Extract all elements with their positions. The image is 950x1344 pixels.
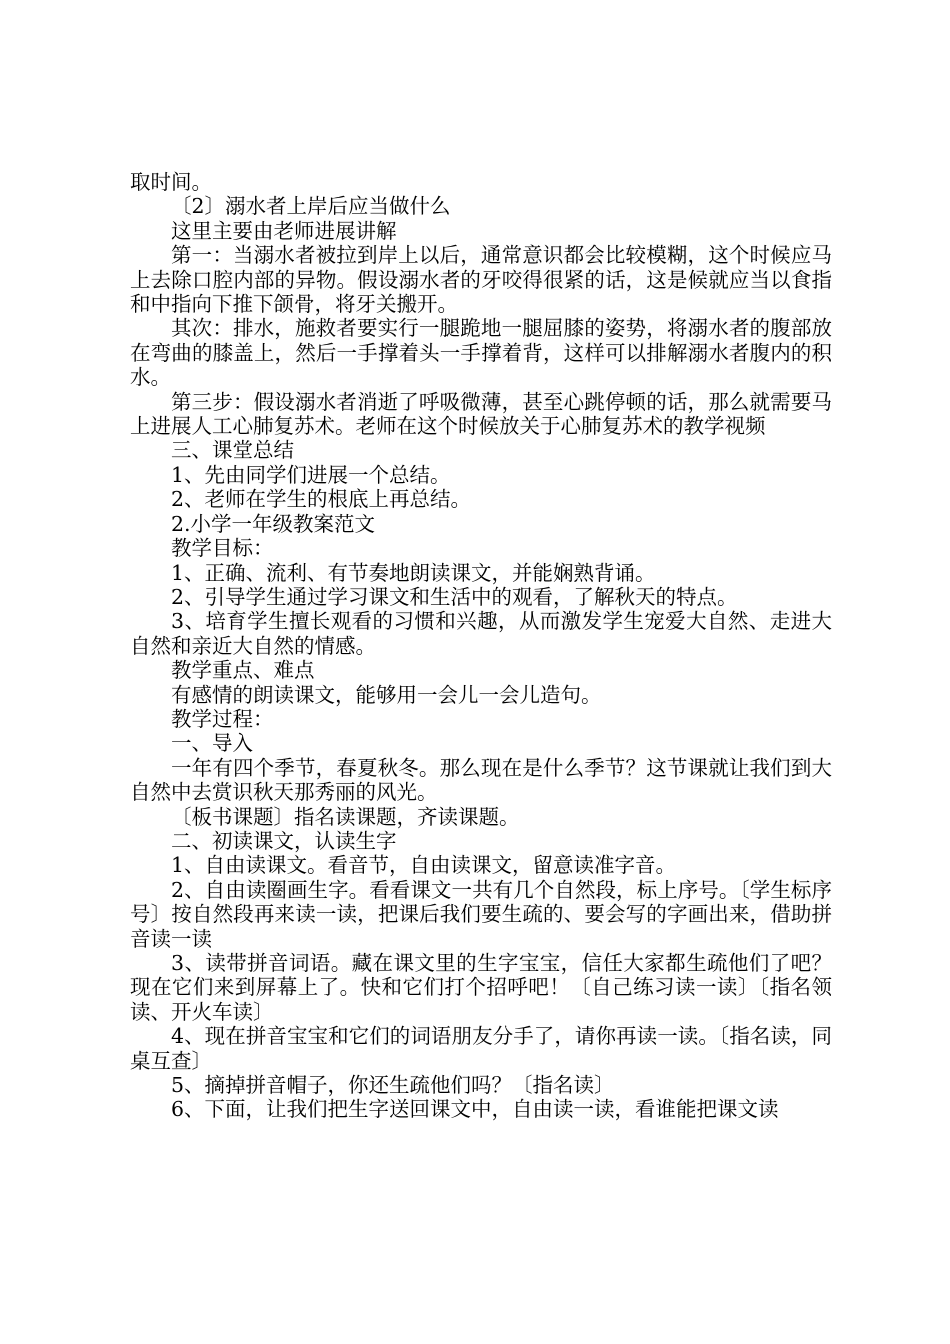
paragraph: 其次：排水，施救者要实行一腿跪地一腿屈膝的姿势，将溺水者的腹部放在弯曲的膝盖上，然后一手撑着头一手撑着背，这样可以排解溺水者腹内的积水。 (130, 316, 832, 390)
paragraph: 1、自由读课文。看音节，自由读课文，留意读准字音。 (171, 853, 677, 878)
section-heading: 教学重点、难点 (171, 658, 315, 683)
paragraph: 6、下面，让我们把生字送回课文中，自由读一读，看谁能把课文读 (171, 1097, 779, 1122)
section-heading: 教学过程： (171, 706, 274, 731)
paragraph: 一年有四个季节，春夏秋冬。那么现在是什么季节？这节课就让我们到大自然中去赏识秋天那秀丽的风光。 (130, 755, 832, 805)
section-heading: 教学目标： (171, 536, 274, 561)
paragraph: 有感情的朗读课文，能够用一会儿一会儿造句。 (171, 682, 602, 707)
paragraph: 取时间。 (130, 170, 212, 194)
paragraph: 4、现在拼音宝宝和它们的词语朋友分手了，请你再读一读。〔指名读，同桌互查〕 (130, 1024, 832, 1073)
section-heading: 三、课堂总结 (171, 438, 294, 463)
paragraph: 3、培育学生擅长观看的习惯和兴趣，从而激发学生宠爱大自然、走进大自然和亲近大自然的情感。 (130, 609, 832, 658)
paragraph: 2、引导学生通过学习课文和生活中的观看，了解秋天的特点。 (171, 584, 738, 609)
paragraph: 2、老师在学生的根底上再总结。 (171, 487, 472, 512)
paragraph: 〔板书课题〕指名读课题，齐读课题。 (171, 804, 520, 829)
paragraph: 1、先由同学们进展一个总结。 (171, 462, 451, 487)
paragraph: 〔2〕溺水者上岸后应当做什么 (171, 194, 451, 219)
paragraph: 2、自由读圈画生字。看看课文一共有几个自然段，标上序号。〔学生标序号〕按自然段再来读一读，把课后我们要生疏的、要会写的字画出来，借助拼音读一读 (130, 877, 832, 951)
document-body (130, 170, 832, 1122)
paragraph: 3、读带拼音词语。藏在课文里的生字宝宝，信任大家都生疏他们了吧？现在它们来到屏幕上了。快和它们打个招呼吧！〔自己练习读一读〕〔指名领读、开火车读〕 (130, 951, 832, 1024)
section-heading: 二、初读课文，认读生字 (171, 828, 397, 853)
section-heading: 2.小学一年级教案范文 (171, 511, 376, 536)
section-heading: 一、导入 (171, 731, 253, 756)
paragraph: 这里主要由老师进展讲解 (171, 218, 397, 243)
paragraph: 第一：当溺水者被拉到岸上以后，通常意识都会比较模糊，这个时候应马上去除口腔内部的异物。假设溺水者的牙咬得很紧的话，这是候就应当以食指和中指向下推下颌骨，将牙关搬开。 (130, 243, 832, 317)
paragraph: 1、正确、流利、有节奏地朗读课文，并能娴熟背诵。 (171, 560, 656, 585)
paragraph: 5、摘掉拼音帽子，你还生疏他们吗？〔指名读〕 (171, 1073, 615, 1098)
paragraph: 第三步：假设溺水者消逝了呼吸微薄，甚至心跳停顿的话，那么就需要马上进展人工心肺复苏术。老师在这个时候放关于心肺复苏术的教学视频 (130, 389, 832, 439)
